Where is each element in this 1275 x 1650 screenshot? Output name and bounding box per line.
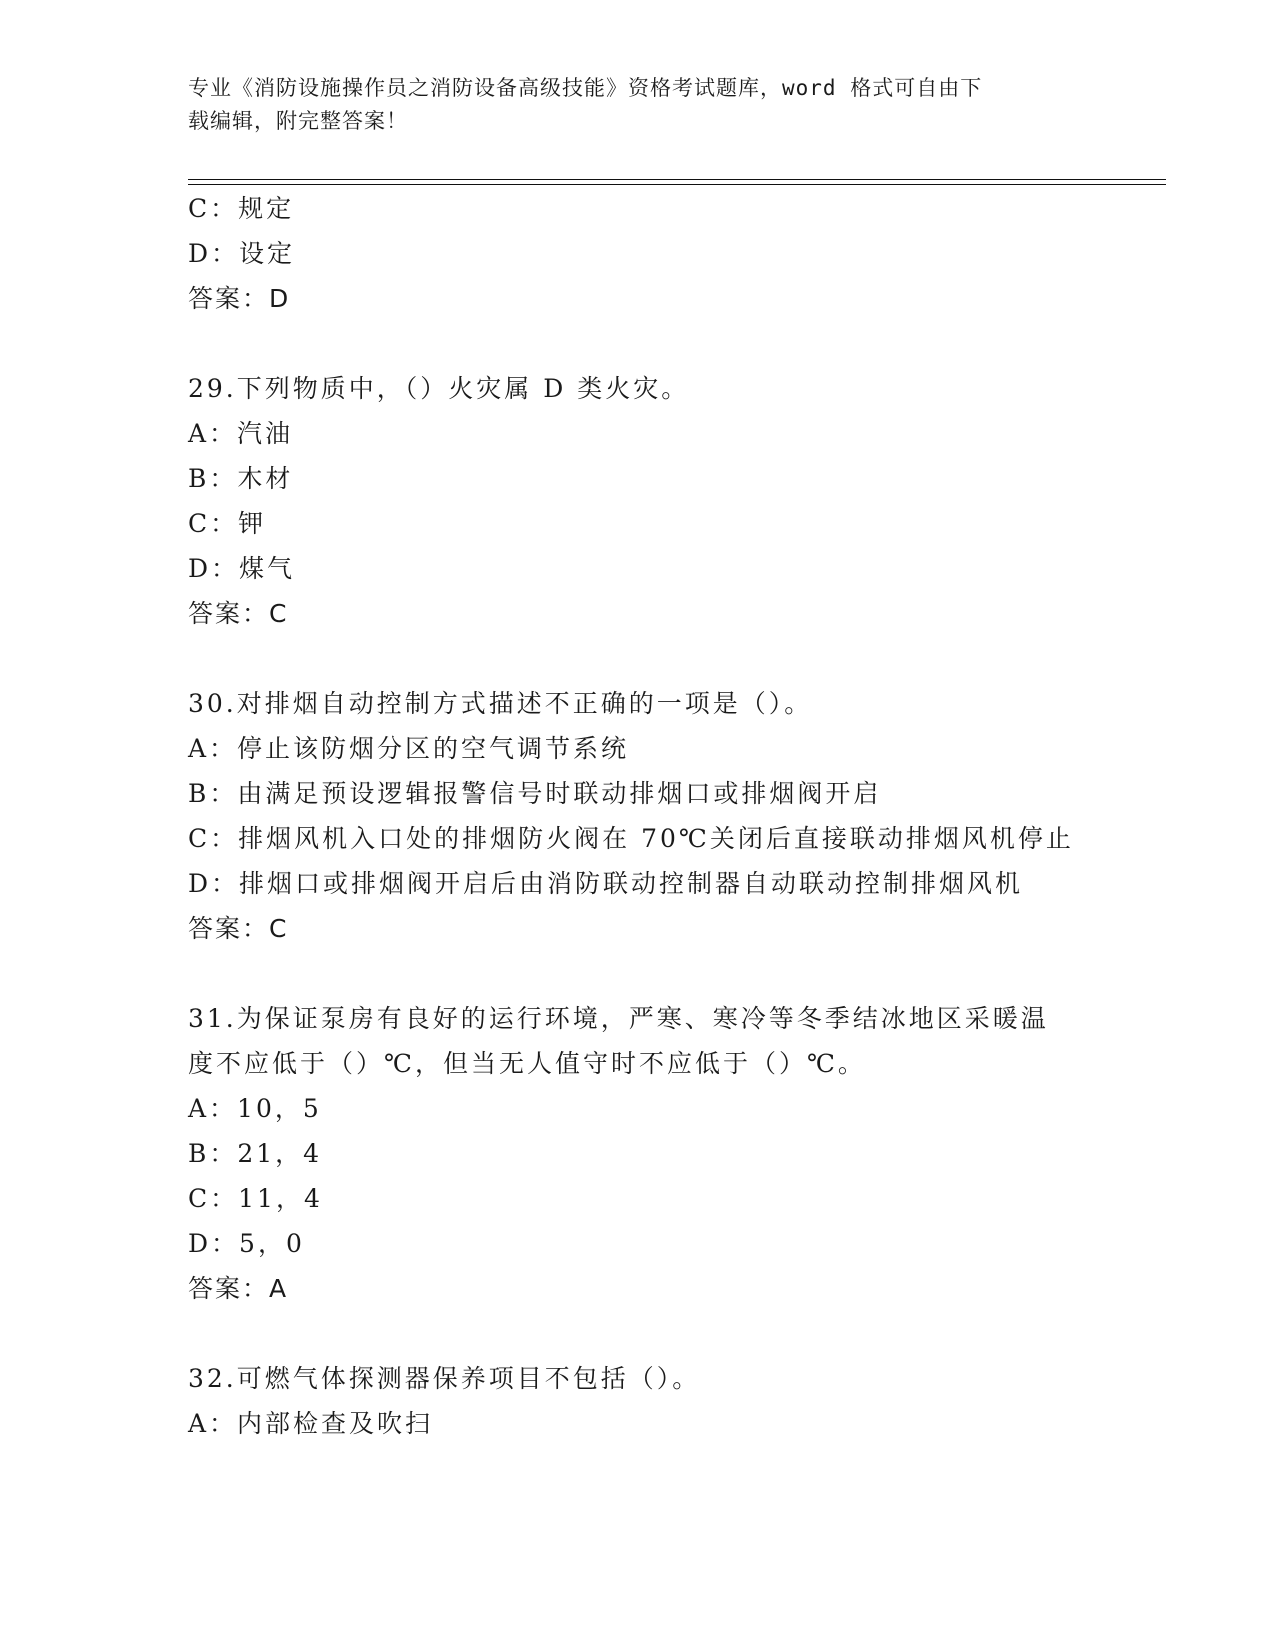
option-c: C：排烟风机入口处的排烟防火阀在 70℃关闭后直接联动排烟风机停止 (188, 824, 1074, 853)
question-30: 30.对排烟自动控制方式描述不正确的一项是（）。 (188, 689, 813, 718)
header-line-2: 载编辑，附完整答案！ (188, 109, 408, 133)
question-31-line-1: 31.为保证泵房有良好的运行环境，严寒、寒冷等冬季结冰地区采暖温 (188, 1004, 1049, 1033)
answer-line: 答案：C (188, 599, 289, 628)
option-a: A：停止该防烟分区的空气调节系统 (188, 734, 630, 763)
option-a: A：10，5 (188, 1094, 322, 1123)
option-b: B：21，4 (188, 1139, 323, 1168)
question-29: 29.下列物质中，（）火灾属 D 类火灾。 (188, 374, 690, 403)
document-header (188, 72, 1088, 138)
answer-line: 答案：A (188, 1274, 289, 1303)
option-a: A：汽油 (188, 419, 294, 448)
option-c: C：钾 (188, 509, 267, 538)
option-d: D：设定 (188, 239, 296, 268)
header-divider-bottom (188, 184, 1166, 185)
option-c: C：规定 (188, 194, 295, 223)
answer-line: 答案：C (188, 914, 289, 943)
option-d: D：煤气 (188, 554, 296, 583)
option-c: C：11，4 (188, 1184, 323, 1213)
header-line-1: 专业《消防设施操作员之消防设备高级技能》资格考试题库，word 格式可自由下 (188, 76, 983, 100)
option-d: D：排烟口或排烟阀开启后由消防联动控制器自动联动控制排烟风机 (188, 869, 1024, 898)
option-b: B：由满足预设逻辑报警信号时联动排烟口或排烟阀开启 (188, 779, 882, 808)
question-31-line-2: 度不应低于（）℃，但当无人值守时不应低于（）℃。 (188, 1049, 866, 1078)
option-a: A：内部检查及吹扫 (188, 1409, 434, 1438)
option-d: D：5，0 (188, 1229, 305, 1258)
header-divider-top (188, 179, 1166, 180)
answer-line: 答案：D (188, 284, 291, 313)
question-32: 32.可燃气体探测器保养项目不包括（）。 (188, 1364, 701, 1393)
option-b: B：木材 (188, 464, 294, 493)
